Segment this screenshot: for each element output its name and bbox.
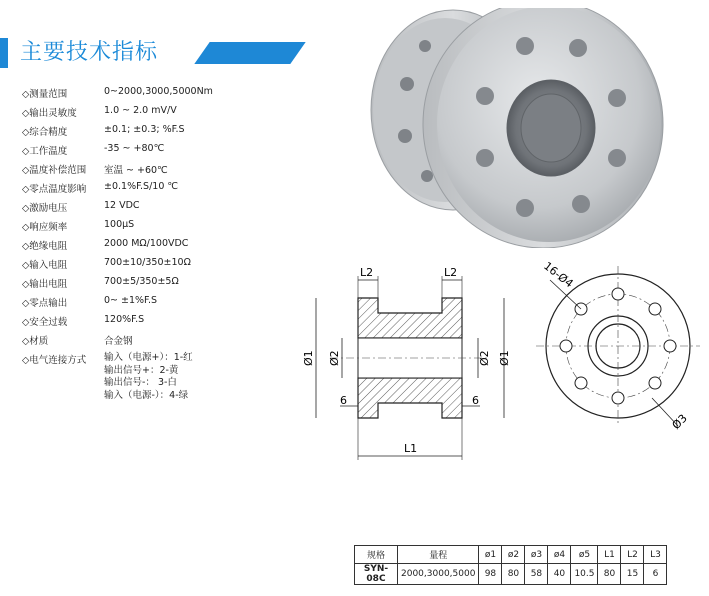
section-title: 主要技术指标	[20, 40, 159, 65]
spec-value: 700±5/350±5Ω	[104, 276, 179, 287]
spec-value: -35 ~ +80℃	[104, 143, 165, 154]
table-cell: SYN-08C	[355, 564, 398, 585]
bolt-hole	[608, 89, 626, 107]
bolt-hole	[476, 87, 494, 105]
spec-label: ◇响应频率	[22, 222, 68, 233]
wiring-lines	[104, 352, 193, 402]
spec-value: 0~2000,3000,5000Nm	[104, 86, 213, 97]
table-cell: 2000,3000,5000	[398, 564, 479, 585]
spec-label: ◇温度补偿范围	[22, 165, 87, 176]
spec-label: ◇零点温度影响	[22, 184, 87, 195]
bolt-hole	[421, 170, 433, 182]
header-accent-bar	[0, 38, 8, 68]
spec-value: ±0.1%F.S/10 ℃	[104, 181, 179, 192]
bolt-hole	[419, 40, 431, 52]
label-holes: 16-Ø4	[541, 259, 576, 291]
table-header-cell: ø1	[479, 546, 502, 564]
label-l2-right: L2	[444, 266, 458, 279]
table-cell: 6	[644, 564, 667, 585]
spec-label: ◇输出灵敏度	[22, 108, 77, 119]
label-l2-left: L2	[360, 266, 374, 279]
bolt-hole	[649, 303, 661, 315]
table-cell: 40	[548, 564, 571, 585]
spec-label: ◇安全过载	[22, 317, 68, 328]
table-cell: 15	[621, 564, 644, 585]
table-cell: 98	[479, 564, 502, 585]
header-stripe	[194, 42, 305, 64]
wiring-line: 输入（电源+）：1-红	[104, 352, 193, 363]
spec-label: ◇输入电阻	[22, 260, 68, 271]
wiring-line: 输入（电源-）：4-绿	[104, 389, 189, 401]
bolt-hole	[476, 149, 494, 167]
label-d2-right: Ø2	[478, 350, 491, 366]
table-header-row	[355, 546, 667, 564]
spec-value: 700±10/350±10Ω	[104, 257, 191, 268]
bolt-hole	[516, 37, 534, 55]
spec-value: 1.0 ~ 2.0 mV/V	[104, 105, 177, 116]
table-header-cell: L3	[644, 546, 667, 564]
spec-label: ◇测量范围	[22, 89, 68, 100]
table-header-cell: L2	[621, 546, 644, 564]
table-header-cell: ø2	[502, 546, 525, 564]
spec-label: ◇零点输出	[22, 298, 68, 309]
table-header-cell: ø5	[571, 546, 598, 564]
center-bore-inner	[521, 94, 581, 162]
label-six-left: 6	[340, 394, 347, 407]
table-header-cell: 规格	[355, 546, 398, 564]
spec-label: ◇综合精度	[22, 127, 68, 138]
spec-label: ◇绝缘电阻	[22, 241, 68, 252]
spec-label: ◇输出电阻	[22, 279, 68, 290]
table-cell: 80	[598, 564, 621, 585]
label-d2-left: Ø2	[328, 350, 341, 366]
table-cell: 80	[502, 564, 525, 585]
spec-value: 12 VDC	[104, 200, 140, 211]
bolt-hole	[516, 199, 534, 217]
table-header-cell: 量程	[398, 546, 479, 564]
technical-drawing	[300, 258, 700, 473]
label-d1-right: Ø1	[498, 350, 511, 366]
spec-value: 合金钢	[104, 336, 133, 347]
spec-value: 0~ ±1%F.S	[104, 295, 158, 306]
front-view	[536, 259, 700, 432]
label-l1: L1	[404, 442, 418, 455]
label-six-right: 6	[472, 394, 479, 407]
bolt-hole	[612, 392, 624, 404]
bolt-hole	[612, 288, 624, 300]
label-d1-left: Ø1	[302, 350, 315, 366]
bolt-hole	[572, 195, 590, 213]
bolt-hole	[560, 340, 572, 352]
spec-value: 室温 ~ +60℃	[104, 165, 168, 176]
spec-value: 100μS	[104, 219, 135, 230]
side-view-section-bottom	[358, 378, 462, 418]
table-cell: 58	[525, 564, 548, 585]
bolt-hole	[575, 377, 587, 389]
product-photo	[365, 8, 665, 248]
spec-value: 2000 MΩ/100VDC	[104, 238, 189, 249]
spec-label: ◇激励电压	[22, 203, 68, 214]
spec-label: ◇工作温度	[22, 146, 68, 157]
spec-table	[354, 545, 667, 585]
side-view-section-top	[358, 298, 462, 338]
section-header	[0, 38, 300, 68]
bolt-hole	[649, 377, 661, 389]
spec-label: ◇电气连接方式	[22, 355, 87, 366]
spec-label: ◇材质	[22, 336, 49, 347]
table-header-cell: ø4	[548, 546, 571, 564]
bolt-hole	[664, 340, 676, 352]
bolt-hole	[400, 77, 414, 91]
bolt-hole	[398, 129, 412, 143]
wiring-line: 输出信号-： 3-白	[104, 377, 177, 388]
spec-value: ±0.1; ±0.3; %F.S	[104, 124, 185, 135]
table-header-cell: L1	[598, 546, 621, 564]
table-cell: 10.5	[571, 564, 598, 585]
label-d3: Ø3	[669, 411, 690, 433]
bolt-hole	[569, 39, 587, 57]
bolt-hole	[608, 149, 626, 167]
table-header-cell: ø3	[525, 546, 548, 564]
wiring-line: 输出信号+：2-黄	[104, 364, 179, 376]
side-view	[302, 266, 511, 460]
table-row	[355, 564, 667, 585]
spec-value: 120%F.S	[104, 314, 145, 325]
